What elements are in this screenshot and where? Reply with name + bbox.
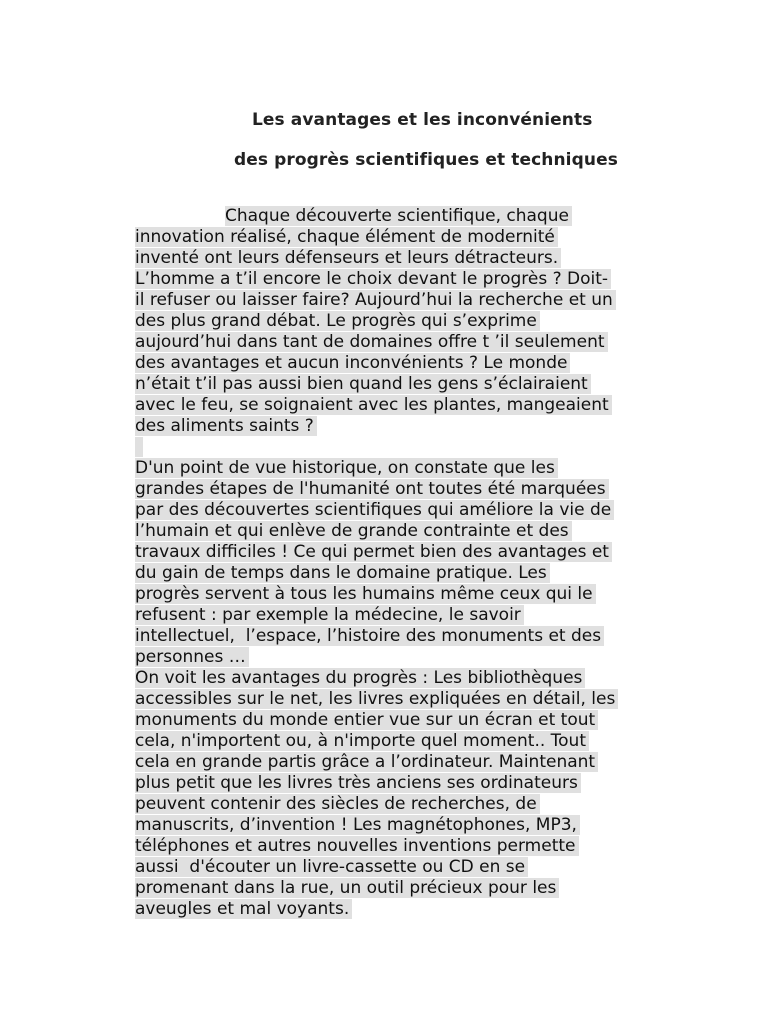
body-line: accessibles sur le net, les livres expliquées en détail, les bbox=[135, 689, 735, 710]
document-title-line-1: Les avantages et les inconvénients bbox=[252, 110, 593, 130]
body-line: peuvent contenir des siècles de recherches, de bbox=[135, 794, 735, 815]
body-line: par des découvertes scientifiques qui améliore la vie de bbox=[135, 500, 735, 521]
body-line: On voit les avantages du progrès : Les bibliothèques bbox=[135, 668, 735, 689]
body-line: plus petit que les livres très anciens ses ordinateurs bbox=[135, 773, 735, 794]
body-line: L’homme a t’il encore le choix devant le progrès ? Doit- bbox=[135, 269, 735, 290]
body-line: téléphones et autres nouvelles inventions permette bbox=[135, 836, 735, 857]
document-body bbox=[135, 206, 735, 920]
body-line: personnes … bbox=[135, 647, 735, 668]
body-line: n’était t’il pas aussi bien quand les gens s’éclairaient bbox=[135, 374, 735, 395]
body-line: aussi d'écouter un livre-cassette ou CD en se bbox=[135, 857, 735, 878]
body-line: du gain de temps dans le domaine pratique. Les bbox=[135, 563, 735, 584]
body-line: Chaque découverte scientifique, chaque bbox=[135, 206, 735, 227]
body-line: travaux difficiles ! Ce qui permet bien des avantages et bbox=[135, 542, 735, 563]
document-title-line-2: des progrès scientifiques et techniques bbox=[234, 150, 618, 170]
body-line: cela en grande partis grâce a l’ordinateur. Maintenant bbox=[135, 752, 735, 773]
body-line: manuscrits, d’invention ! Les magnétophones, MP3, bbox=[135, 815, 735, 836]
body-line: avec le feu, se soignaient avec les plantes, mangeaient bbox=[135, 395, 735, 416]
body-line: aveugles et mal voyants. bbox=[135, 899, 735, 920]
body-line: il refuser ou laisser faire? Aujourd’hui la recherche et un bbox=[135, 290, 735, 311]
body-line: D'un point de vue historique, on constate que les bbox=[135, 458, 735, 479]
body-line: des plus grand débat. Le progrès qui s’exprime bbox=[135, 311, 735, 332]
body-line: inventé ont leurs défenseurs et leurs détracteurs. bbox=[135, 248, 735, 269]
body-line: des aliments saints ? bbox=[135, 416, 735, 437]
body-line: monuments du monde entier vue sur un écran et tout bbox=[135, 710, 735, 731]
body-line: grandes étapes de l'humanité ont toutes été marquées bbox=[135, 479, 735, 500]
body-line: des avantages et aucun inconvénients ? Le monde bbox=[135, 353, 735, 374]
body-line: l’humain et qui enlève de grande contrainte et des bbox=[135, 521, 735, 542]
body-line: cela, n'importent ou, à n'importe quel moment.. Tout bbox=[135, 731, 735, 752]
body-line: promenant dans la rue, un outil précieux pour les bbox=[135, 878, 735, 899]
body-line: intellectuel, l’espace, l’histoire des monuments et des bbox=[135, 626, 735, 647]
body-line: innovation réalisé, chaque élément de modernité bbox=[135, 227, 735, 248]
body-line-blank bbox=[135, 437, 735, 458]
body-line: progrès servent à tous les humains même ceux qui le bbox=[135, 584, 735, 605]
body-line: refusent : par exemple la médecine, le savoir bbox=[135, 605, 735, 626]
body-line: aujourd’hui dans tant de domaines offre t ’il seulement bbox=[135, 332, 735, 353]
